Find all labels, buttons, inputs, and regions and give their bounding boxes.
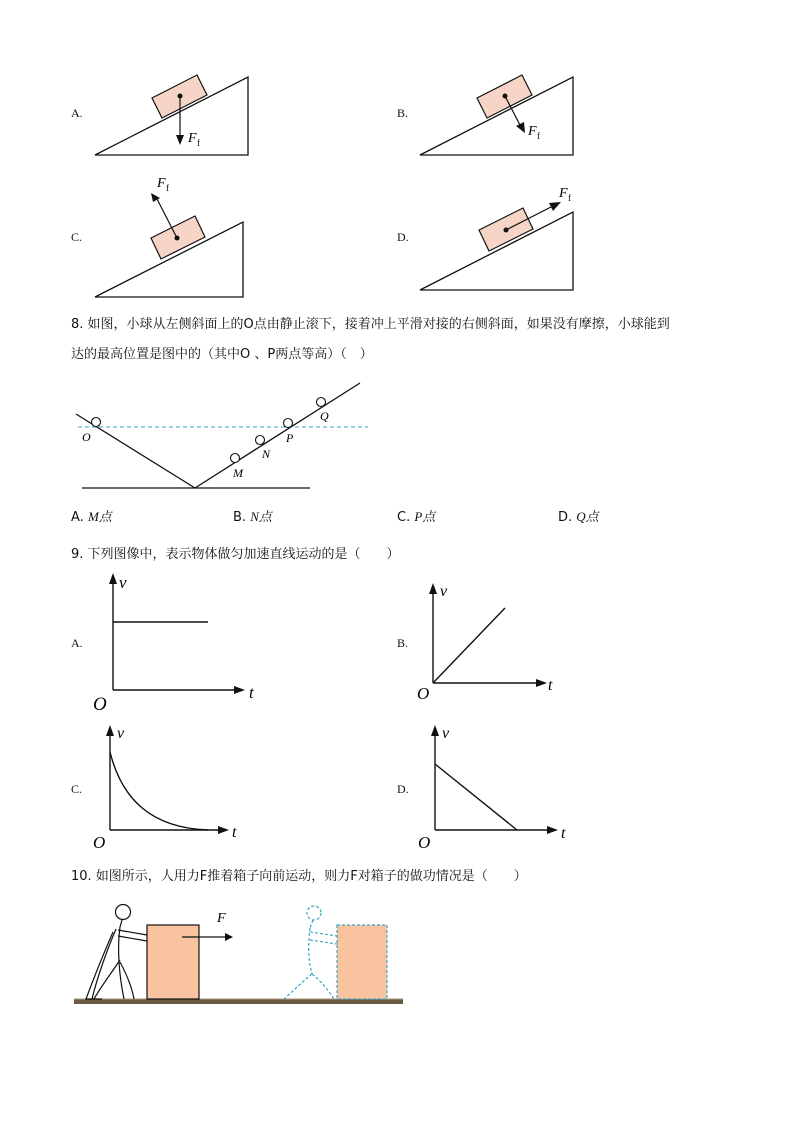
q9-option-a-label: A.: [71, 636, 83, 650]
option-d-label: D.: [397, 230, 409, 244]
force-label: F: [217, 911, 226, 926]
origin-label: O: [93, 833, 106, 852]
t-label: t: [561, 825, 566, 842]
v-label: v: [442, 725, 450, 742]
person-legs: [94, 960, 134, 999]
graph-line: [435, 764, 517, 830]
point-o-label: O: [82, 430, 91, 444]
t-label: t: [249, 683, 254, 702]
v-label: v: [117, 725, 125, 742]
force-subscript: f: [166, 183, 169, 193]
person-pushing: [86, 905, 147, 1000]
q10-text: 10. 如图所示，人用力F推着箱子向前运动，则力F对箱子的做功情况是（ ）: [71, 869, 527, 884]
force-label: F: [188, 131, 197, 146]
option-b-label: B.: [397, 106, 409, 120]
right-incline: [195, 383, 360, 488]
person-head: [116, 905, 131, 920]
q7-diagram-b: [415, 65, 580, 160]
v-axis-arrow: [109, 573, 117, 584]
q7-diagram-a: [90, 65, 255, 160]
box-dashed: [337, 925, 387, 999]
dashed-person-body: [309, 928, 312, 974]
q9-graph-d: [415, 720, 580, 855]
q8-option-a-value: M点: [87, 509, 112, 524]
q8-option-c-value: P点: [414, 509, 436, 524]
q9-option-d-label: D.: [397, 782, 409, 796]
option-a-label: A.: [71, 106, 83, 120]
arrow-head: [549, 202, 561, 211]
origin-label: O: [93, 694, 107, 715]
v-label: v: [119, 573, 127, 592]
q8-option-a[interactable]: [71, 506, 112, 525]
q8-text-line-2: 达的最高位置是图中的（其中O 、P两点等高）（ ）: [71, 347, 373, 362]
q9-option-b-label: B.: [397, 636, 409, 650]
dashed-person-head: [307, 906, 321, 920]
q8-option-d-value: Q点: [576, 509, 599, 524]
v-label: v: [440, 583, 448, 600]
option-c-label: C.: [71, 230, 83, 244]
person-dashed: [284, 906, 337, 999]
t-axis-arrow: [536, 679, 547, 687]
box-solid: [147, 925, 199, 999]
t-label: t: [548, 677, 553, 694]
q9-graph-c: [90, 720, 250, 855]
dashed-person-arm-lower: [310, 940, 337, 944]
force-subscript: f: [537, 131, 540, 141]
dashed-person-neck: [310, 920, 313, 928]
q8-option-d[interactable]: [558, 506, 599, 525]
graph-line: [433, 608, 505, 683]
force-label: F: [559, 186, 568, 201]
t-label: t: [232, 824, 237, 841]
q8-option-c[interactable]: [397, 506, 435, 525]
dashed-person-leg-front: [312, 974, 334, 999]
ball-p: [284, 419, 293, 428]
point-p-label: P: [286, 431, 294, 445]
person-arm-upper: [118, 930, 147, 935]
force-label: F: [528, 124, 537, 139]
q9-text: 9. 下列图像中，表示物体做匀加速直线运动的是（ ）: [71, 547, 400, 562]
q8-option-b-label: B.: [233, 510, 247, 525]
v-axis-arrow: [106, 725, 114, 736]
q8-option-c-label: C.: [397, 510, 411, 525]
ball-o: [92, 418, 101, 427]
v-axis-arrow: [429, 583, 437, 594]
force-arrow-head: [225, 933, 233, 941]
person-body-front: [119, 927, 124, 999]
force-subscript: f: [568, 193, 571, 203]
ball-n: [256, 436, 265, 445]
q8-diagram: [70, 378, 380, 496]
point-m-label: M: [233, 466, 243, 480]
dashed-person-leg-back: [284, 974, 312, 999]
origin-label: O: [418, 833, 431, 852]
dashed-person-arm-upper: [310, 932, 337, 936]
q10-diagram: [72, 900, 407, 1010]
q7-diagram-d: [415, 180, 590, 295]
person-arm-lower: [118, 936, 147, 941]
graph-curve: [110, 752, 208, 830]
q7-diagram-c: [90, 175, 255, 300]
q9-graph-a: [90, 570, 265, 715]
origin-label: O: [417, 684, 430, 703]
ball-m: [231, 454, 240, 463]
q9-graph-b: [415, 580, 575, 710]
force-label: F: [157, 176, 166, 191]
v-axis-arrow: [431, 725, 439, 736]
force-subscript: f: [197, 138, 200, 148]
q8-option-a-label: A.: [71, 510, 84, 525]
q8-option-b-value: N点: [250, 509, 272, 524]
point-n-label: N: [262, 447, 271, 461]
t-axis-arrow: [234, 686, 245, 694]
person-neck: [120, 920, 122, 927]
q8-text-line-1: 8. 如图，小球从左侧斜面上的O点由静止滚下，接着冲上平滑对接的右侧斜面，如果没有摩擦，小球能到: [71, 317, 670, 332]
arrow-head: [151, 193, 160, 202]
point-q-label: Q: [320, 409, 329, 423]
person-body-back: [92, 929, 116, 999]
t-axis-arrow: [218, 826, 229, 834]
q8-option-d-label: D.: [558, 510, 573, 525]
q8-option-b[interactable]: [233, 506, 272, 525]
t-axis-arrow: [547, 826, 558, 834]
ball-q: [317, 398, 326, 407]
ground-strip: [74, 999, 403, 1004]
q9-option-c-label: C.: [71, 782, 83, 796]
